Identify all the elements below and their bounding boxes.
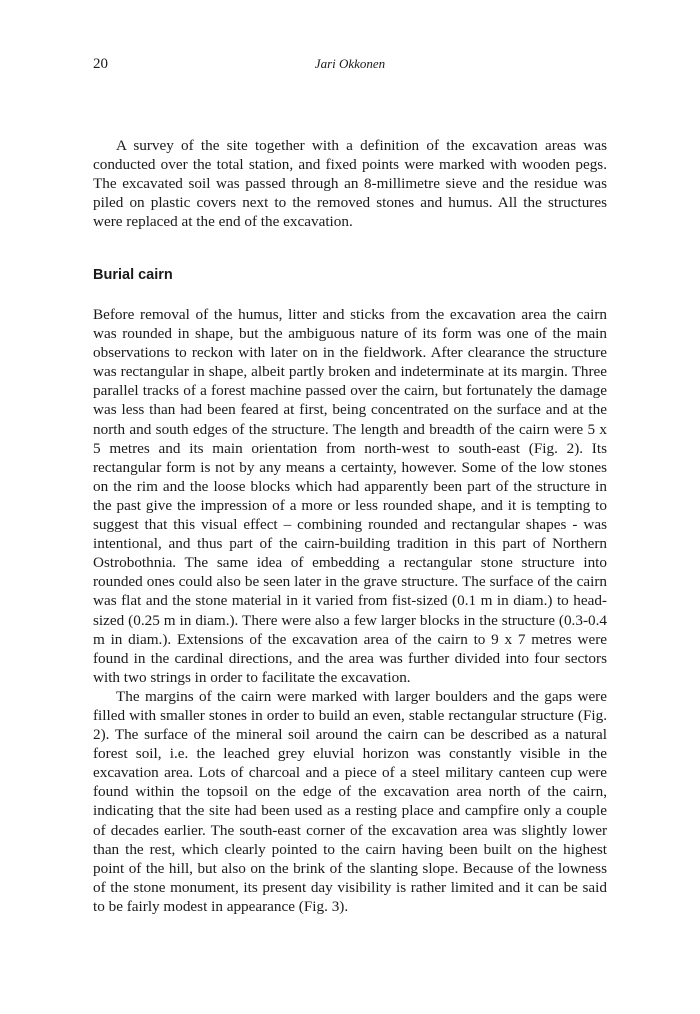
intro-text-block [93,136,607,231]
section-heading: Burial cairn [93,267,173,283]
page-number: 20 [93,56,108,72]
section-paragraph: The margins of the cairn were marked with larger boulders and the gaps were filled with smaller stones in order to build an even, stable rectangular structure (Fig. 2). The surface of the mineral soil around the cairn can be described as a natural forest soil, i.e. the leached grey eluvial horizon was constantly visible in the excavation area. Lots of charcoal and a piece of a steel military canteen cup were found within the topsoil on the edge of the excavation area north of the cairn, indicating that the site had been used as a resting place and campfire only a couple of decades earlier. The south-east corner of the excavation area was slightly lower than the rest, which clearly pointed to the cairn having been built on the highest point of the hill, but also on the brink of the slanting slope. Because of the lowness of the stone monument, its present day visibility is rather limited and it can be said to be fairly modest in appearance (Fig. 3). [93,687,607,915]
running-head-author: Jari Okkonen [314,56,386,71]
intro-paragraph: A survey of the site together with a definition of the excavation areas was conducted over the total station, and fixed points were marked with wooden pegs. The excavated soil was passed through an 8-millimetre sieve and the residue was piled on plastic covers next to the removed stones and humus. All the structures were replaced at the end of the excavation. [93,137,607,231]
section-text-block [93,305,607,916]
section-paragraph: Before removal of the humus, litter and sticks from the excavation area the cairn was rounded in shape, but the ambiguous nature of its form was one of the main observations to reckon with later on in the fieldwork. After clearance the structure was rectangular in shape, albeit partly broken and indeterminate at its margin. Three parallel tracks of a forest machine passed over the cairn, but fortunately the damage was less than had been feared at first, being concentrated on the surface and at the north and south edges of the structure. The length and breadth of the cairn were 5 x 5 metres and its main orientation from north-west to south-east (Fig. 2). Its rectangular form is not by any means a certainty, however. Some of the low stones on the rim and the loose blocks which had apparently been part of the structure in the past give the impression of a more or less rounded shape, and it is tempting to suggest that this visual effect – combining rounded and rectangular shapes - was intentional, and thus part of the cairn-building tradition in this part of Northern Ostrobothnia. The same idea of embedding a rectangular stone structure into rounded ones could also be seen later in the grave structure. The surface of the cairn was flat and the stone material in it varied from fist-sized (0.1 m in diam.) to head-sized (0.25 m in diam.). There were also a few larger blocks in the structure (0.3-0.4 m in diam.). Extensions of the excavation area of the cairn to 9 x 7 metres were found in the cardinal directions, and the area was further divided into four sectors with two strings in order to facilitate the excavation. [93,306,607,686]
